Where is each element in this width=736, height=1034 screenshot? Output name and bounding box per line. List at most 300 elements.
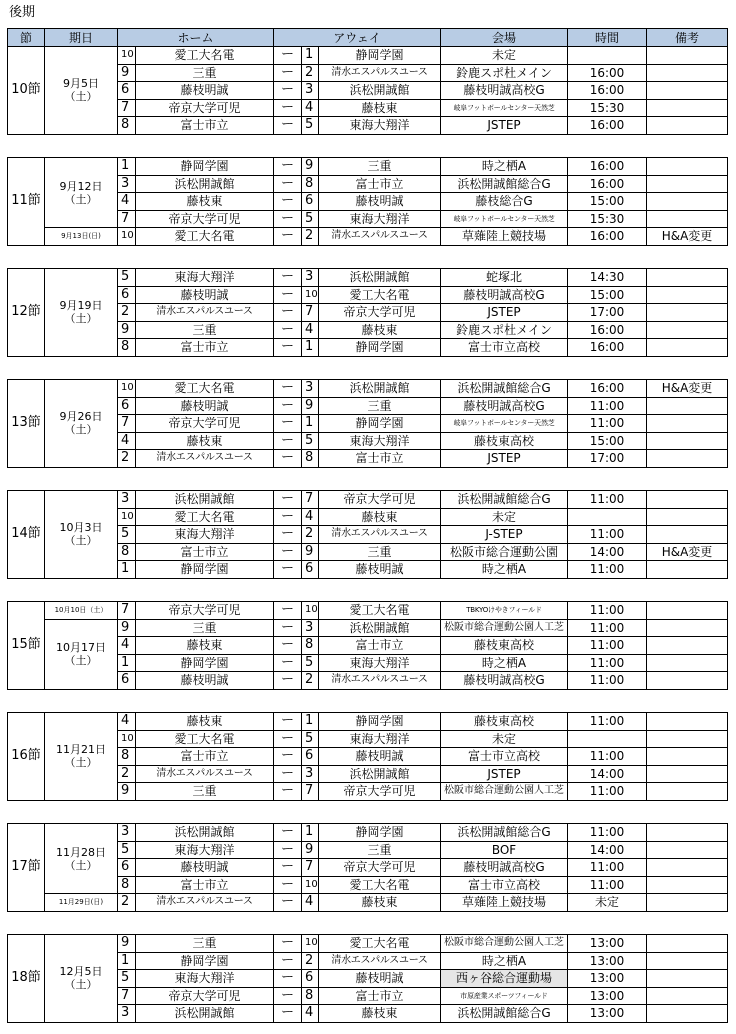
kickoff-time: 16:00: [568, 228, 647, 246]
away-team: 浜松開誠館: [319, 82, 441, 100]
versus-dash: ー: [274, 654, 302, 672]
venue: JSTEP: [441, 304, 568, 322]
home-team: 帝京大学可児: [136, 415, 274, 433]
match-date: 10月10日（土）: [45, 602, 118, 620]
home-seed: 1: [118, 654, 136, 672]
versus-dash: ー: [274, 339, 302, 357]
round-block: [7, 379, 728, 468]
remarks: [647, 748, 728, 766]
away-seed: 5: [302, 210, 319, 228]
venue: JSTEP: [441, 117, 568, 135]
remarks: [647, 397, 728, 415]
away-seed: 8: [302, 450, 319, 468]
header-date: 期日: [45, 29, 118, 47]
away-team: 三重: [319, 158, 441, 176]
away-seed: 4: [302, 321, 319, 339]
away-seed: 7: [302, 783, 319, 801]
venue: 藤枝東高校: [441, 637, 568, 655]
match-row: [8, 269, 728, 287]
remarks: [647, 415, 728, 433]
versus-dash: ー: [274, 397, 302, 415]
home-seed: 4: [118, 432, 136, 450]
versus-dash: ー: [274, 99, 302, 117]
home-seed: 5: [118, 269, 136, 287]
away-team: 清水エスパルスユース: [319, 526, 441, 544]
home-team: 愛工大名電: [136, 730, 274, 748]
venue: 藤枝総合G: [441, 193, 568, 211]
kickoff-time: 15:00: [568, 193, 647, 211]
kickoff-time: 17:00: [568, 304, 647, 322]
venue: 時之栖A: [441, 561, 568, 579]
home-team: 藤枝東: [136, 193, 274, 211]
versus-dash: ー: [274, 970, 302, 988]
kickoff-time: 14:30: [568, 269, 647, 287]
away-seed: 2: [302, 228, 319, 246]
versus-dash: ー: [274, 269, 302, 287]
away-team: 東海大翔洋: [319, 730, 441, 748]
venue: 松阪市総合運動公園人工芝: [441, 935, 568, 953]
away-seed: 5: [302, 654, 319, 672]
home-seed: 3: [118, 175, 136, 193]
away-team: 愛工大名電: [319, 602, 441, 620]
venue: 藤枝明誠高校G: [441, 672, 568, 690]
home-team: 浜松開誠館: [136, 824, 274, 842]
kickoff-time: [568, 508, 647, 526]
home-team: 富士市立: [136, 876, 274, 894]
round-label: 18節: [8, 935, 45, 1023]
away-team: 愛工大名電: [319, 935, 441, 953]
away-team: 三重: [319, 543, 441, 561]
versus-dash: ー: [274, 286, 302, 304]
remarks: [647, 970, 728, 988]
versus-dash: ー: [274, 82, 302, 100]
remarks: H&A変更: [647, 380, 728, 398]
home-team: 三重: [136, 783, 274, 801]
venue: 岐阜フットボールセンター天然芝: [441, 210, 568, 228]
venue: 松阪市総合運動公園人工芝: [441, 783, 568, 801]
remarks: [647, 713, 728, 731]
away-seed: 2: [302, 672, 319, 690]
home-team: 浜松開誠館: [136, 175, 274, 193]
versus-dash: ー: [274, 859, 302, 877]
match-date: 12月5日 （土）: [45, 935, 118, 1023]
home-seed: 8: [118, 748, 136, 766]
versus-dash: ー: [274, 894, 302, 912]
away-seed: 2: [302, 526, 319, 544]
versus-dash: ー: [274, 47, 302, 65]
header-row: [8, 29, 728, 47]
home-team: 富士市立: [136, 117, 274, 135]
home-team: 静岡学園: [136, 158, 274, 176]
home-seed: 3: [118, 1005, 136, 1023]
away-team: 浜松開誠館: [319, 269, 441, 287]
kickoff-time: 13:00: [568, 952, 647, 970]
away-team: 藤枝明誠: [319, 970, 441, 988]
home-team: 静岡学園: [136, 561, 274, 579]
away-team: 帝京大学可児: [319, 491, 441, 509]
home-team: 愛工大名電: [136, 47, 274, 65]
away-seed: 4: [302, 894, 319, 912]
away-seed: 7: [302, 859, 319, 877]
kickoff-time: 11:00: [568, 526, 647, 544]
header-venue: 会場: [441, 29, 568, 47]
match-date: 11月21日 （土）: [45, 713, 118, 801]
home-team: 藤枝明誠: [136, 286, 274, 304]
home-seed: 4: [118, 713, 136, 731]
away-seed: 10: [302, 935, 319, 953]
away-team: 清水エスパルスユース: [319, 952, 441, 970]
match-date: 9月19日 （土）: [45, 269, 118, 357]
away-seed: 6: [302, 970, 319, 988]
kickoff-time: 未定: [568, 894, 647, 912]
kickoff-time: 15:00: [568, 432, 647, 450]
kickoff-time: 13:00: [568, 970, 647, 988]
away-team: 三重: [319, 397, 441, 415]
remarks: [647, 158, 728, 176]
home-seed: 6: [118, 82, 136, 100]
versus-dash: ー: [274, 672, 302, 690]
venue: 浜松開誠館総合G: [441, 491, 568, 509]
home-team: 三重: [136, 619, 274, 637]
kickoff-time: 13:00: [568, 987, 647, 1005]
remarks: [647, 765, 728, 783]
away-seed: 4: [302, 1005, 319, 1023]
match-row: [8, 491, 728, 509]
away-team: 藤枝東: [319, 1005, 441, 1023]
remarks: [647, 987, 728, 1005]
remarks: [647, 210, 728, 228]
home-seed: 7: [118, 415, 136, 433]
round-block: [7, 712, 728, 801]
versus-dash: ー: [274, 526, 302, 544]
versus-dash: ー: [274, 952, 302, 970]
home-team: 三重: [136, 64, 274, 82]
away-seed: 4: [302, 99, 319, 117]
versus-dash: ー: [274, 783, 302, 801]
kickoff-time: 11:00: [568, 783, 647, 801]
match-row: [8, 602, 728, 620]
match-date: 9月26日 （土）: [45, 380, 118, 468]
round-label: 16節: [8, 713, 45, 801]
match-date: 11月28日 （土）: [45, 824, 118, 894]
match-row: [8, 713, 728, 731]
kickoff-time: 14:00: [568, 841, 647, 859]
kickoff-time: 13:00: [568, 935, 647, 953]
home-team: 富士市立: [136, 339, 274, 357]
remarks: [647, 841, 728, 859]
kickoff-time: 11:00: [568, 619, 647, 637]
home-seed: 10: [118, 228, 136, 246]
home-seed: 9: [118, 935, 136, 953]
away-team: 清水エスパルスユース: [319, 228, 441, 246]
away-seed: 3: [302, 82, 319, 100]
away-team: 藤枝東: [319, 99, 441, 117]
header-home: ホーム: [118, 29, 274, 47]
away-seed: 5: [302, 117, 319, 135]
round-block: [7, 601, 728, 690]
remarks: [647, 117, 728, 135]
home-seed: 6: [118, 859, 136, 877]
header-note: 備考: [647, 29, 728, 47]
away-seed: 1: [302, 824, 319, 842]
kickoff-time: 17:00: [568, 450, 647, 468]
home-team: 富士市立: [136, 543, 274, 561]
home-team: 愛工大名電: [136, 508, 274, 526]
kickoff-time: 16:00: [568, 321, 647, 339]
home-seed: 7: [118, 210, 136, 228]
kickoff-time: 16:00: [568, 158, 647, 176]
venue: 藤枝東高校: [441, 713, 568, 731]
away-seed: 3: [302, 619, 319, 637]
schedule-header: [7, 28, 728, 47]
home-seed: 10: [118, 380, 136, 398]
home-team: 静岡学園: [136, 654, 274, 672]
remarks: [647, 269, 728, 287]
venue: 市原産業スポーツフィールド: [441, 987, 568, 1005]
venue: TBKYOけやきフィールド: [441, 602, 568, 620]
away-seed: 2: [302, 64, 319, 82]
versus-dash: ー: [274, 619, 302, 637]
away-team: 愛工大名電: [319, 876, 441, 894]
away-seed: 9: [302, 158, 319, 176]
home-seed: 5: [118, 841, 136, 859]
versus-dash: ー: [274, 602, 302, 620]
away-seed: 9: [302, 397, 319, 415]
home-team: 静岡学園: [136, 952, 274, 970]
versus-dash: ー: [274, 637, 302, 655]
round-label: 14節: [8, 491, 45, 579]
remarks: [647, 508, 728, 526]
venue: 鈴鹿スポ杜メイン: [441, 64, 568, 82]
remarks: [647, 193, 728, 211]
versus-dash: ー: [274, 117, 302, 135]
venue: BOF: [441, 841, 568, 859]
remarks: [647, 286, 728, 304]
match-row: [8, 824, 728, 842]
venue: 藤枝明誠高校G: [441, 286, 568, 304]
venue: 松阪市総合運動公園: [441, 543, 568, 561]
kickoff-time: [568, 730, 647, 748]
home-seed: 8: [118, 876, 136, 894]
remarks: [647, 304, 728, 322]
header-time: 時間: [568, 29, 647, 47]
home-seed: 10: [118, 730, 136, 748]
home-seed: 8: [118, 543, 136, 561]
kickoff-time: 11:00: [568, 876, 647, 894]
match-row: [8, 894, 728, 912]
match-date: 9月12日 （土）: [45, 158, 118, 228]
venue: 浜松開誠館総合G: [441, 380, 568, 398]
away-team: 清水エスパルスユース: [319, 672, 441, 690]
home-seed: 5: [118, 970, 136, 988]
home-seed: 8: [118, 339, 136, 357]
round-label: 15節: [8, 602, 45, 690]
remarks: [647, 637, 728, 655]
away-team: 藤枝東: [319, 508, 441, 526]
home-team: 帝京大学可児: [136, 602, 274, 620]
venue: 時之栖A: [441, 952, 568, 970]
kickoff-time: [568, 47, 647, 65]
match-row: [8, 380, 728, 398]
versus-dash: ー: [274, 64, 302, 82]
away-seed: 1: [302, 339, 319, 357]
away-team: 藤枝明誠: [319, 561, 441, 579]
away-team: 藤枝明誠: [319, 193, 441, 211]
remarks: [647, 619, 728, 637]
away-team: 東海大翔洋: [319, 117, 441, 135]
home-seed: 8: [118, 117, 136, 135]
venue: 松阪市総合運動公園人工芝: [441, 619, 568, 637]
away-team: 帝京大学可児: [319, 304, 441, 322]
remarks: [647, 526, 728, 544]
versus-dash: ー: [274, 748, 302, 766]
venue: 浜松開誠館総合G: [441, 824, 568, 842]
versus-dash: ー: [274, 193, 302, 211]
venue: 時之栖A: [441, 158, 568, 176]
away-seed: 9: [302, 841, 319, 859]
remarks: [647, 339, 728, 357]
kickoff-time: 11:00: [568, 637, 647, 655]
away-seed: 1: [302, 713, 319, 731]
round-label: 17節: [8, 824, 45, 912]
kickoff-time: 14:00: [568, 543, 647, 561]
home-team: 藤枝明誠: [136, 397, 274, 415]
kickoff-time: 16:00: [568, 175, 647, 193]
away-team: 帝京大学可児: [319, 783, 441, 801]
away-team: 浜松開誠館: [319, 765, 441, 783]
versus-dash: ー: [274, 450, 302, 468]
remarks: [647, 450, 728, 468]
venue: 藤枝明誠高校G: [441, 397, 568, 415]
kickoff-time: 11:00: [568, 415, 647, 433]
versus-dash: ー: [274, 824, 302, 842]
home-team: 富士市立: [136, 748, 274, 766]
remarks: [647, 491, 728, 509]
kickoff-time: 11:00: [568, 713, 647, 731]
home-team: 三重: [136, 321, 274, 339]
home-seed: 10: [118, 47, 136, 65]
match-date: 9月5日 （土）: [45, 47, 118, 135]
round-block: [7, 934, 728, 1023]
page-title: 後期: [9, 5, 36, 20]
remarks: H&A変更: [647, 228, 728, 246]
kickoff-time: 16:00: [568, 82, 647, 100]
home-team: 清水エスパルスユース: [136, 894, 274, 912]
home-seed: 7: [118, 602, 136, 620]
versus-dash: ー: [274, 876, 302, 894]
home-seed: 1: [118, 561, 136, 579]
round-label: 12節: [8, 269, 45, 357]
away-seed: 4: [302, 508, 319, 526]
match-date: 10月3日 （土）: [45, 491, 118, 579]
round-label: 11節: [8, 158, 45, 246]
remarks: [647, 935, 728, 953]
remarks: [647, 672, 728, 690]
round-block: [7, 157, 728, 246]
venue: 蛇塚北: [441, 269, 568, 287]
round-label: 10節: [8, 47, 45, 135]
kickoff-time: 15:00: [568, 286, 647, 304]
away-team: 東海大翔洋: [319, 654, 441, 672]
remarks: [647, 859, 728, 877]
home-team: 藤枝明誠: [136, 82, 274, 100]
away-team: 静岡学園: [319, 47, 441, 65]
kickoff-time: 11:00: [568, 654, 647, 672]
match-row: [8, 47, 728, 65]
venue: 富士市立高校: [441, 876, 568, 894]
away-seed: 2: [302, 952, 319, 970]
venue: 西ヶ谷総合運動場: [441, 970, 568, 988]
match-row: [8, 228, 728, 246]
home-seed: 1: [118, 158, 136, 176]
home-team: 愛工大名電: [136, 380, 274, 398]
away-seed: 5: [302, 730, 319, 748]
remarks: [647, 876, 728, 894]
venue: J-STEP: [441, 526, 568, 544]
kickoff-time: 11:00: [568, 748, 647, 766]
versus-dash: ー: [274, 415, 302, 433]
remarks: [647, 321, 728, 339]
home-seed: 4: [118, 637, 136, 655]
kickoff-time: 15:30: [568, 99, 647, 117]
away-team: 愛工大名電: [319, 286, 441, 304]
home-seed: 9: [118, 64, 136, 82]
venue: 藤枝明誠高校G: [441, 82, 568, 100]
venue: 浜松開誠館総合G: [441, 1005, 568, 1023]
home-seed: 2: [118, 894, 136, 912]
versus-dash: ー: [274, 380, 302, 398]
away-team: 静岡学園: [319, 339, 441, 357]
home-team: 愛工大名電: [136, 228, 274, 246]
versus-dash: ー: [274, 987, 302, 1005]
remarks: [647, 82, 728, 100]
remarks: [647, 432, 728, 450]
away-seed: 7: [302, 491, 319, 509]
kickoff-time: 16:00: [568, 117, 647, 135]
home-team: 三重: [136, 935, 274, 953]
home-team: 東海大翔洋: [136, 526, 274, 544]
venue: 未定: [441, 730, 568, 748]
home-seed: 6: [118, 286, 136, 304]
kickoff-time: 11:00: [568, 672, 647, 690]
venue: 時之栖A: [441, 654, 568, 672]
home-seed: 5: [118, 526, 136, 544]
away-team: 富士市立: [319, 175, 441, 193]
away-seed: 8: [302, 637, 319, 655]
versus-dash: ー: [274, 713, 302, 731]
away-team: 藤枝東: [319, 894, 441, 912]
remarks: [647, 561, 728, 579]
away-seed: 8: [302, 987, 319, 1005]
away-seed: 5: [302, 432, 319, 450]
remarks: H&A変更: [647, 543, 728, 561]
remarks: [647, 47, 728, 65]
kickoff-time: 11:00: [568, 824, 647, 842]
venue: 岐阜フットボールセンター天然芝: [441, 99, 568, 117]
away-team: 静岡学園: [319, 713, 441, 731]
home-seed: 7: [118, 99, 136, 117]
home-team: 清水エスパルスユース: [136, 304, 274, 322]
header-section: 節: [8, 29, 45, 47]
versus-dash: ー: [274, 158, 302, 176]
home-seed: 6: [118, 397, 136, 415]
venue: 浜松開誠館総合G: [441, 175, 568, 193]
versus-dash: ー: [274, 1005, 302, 1023]
versus-dash: ー: [274, 228, 302, 246]
remarks: [647, 1005, 728, 1023]
home-team: 東海大翔洋: [136, 970, 274, 988]
away-seed: 6: [302, 748, 319, 766]
